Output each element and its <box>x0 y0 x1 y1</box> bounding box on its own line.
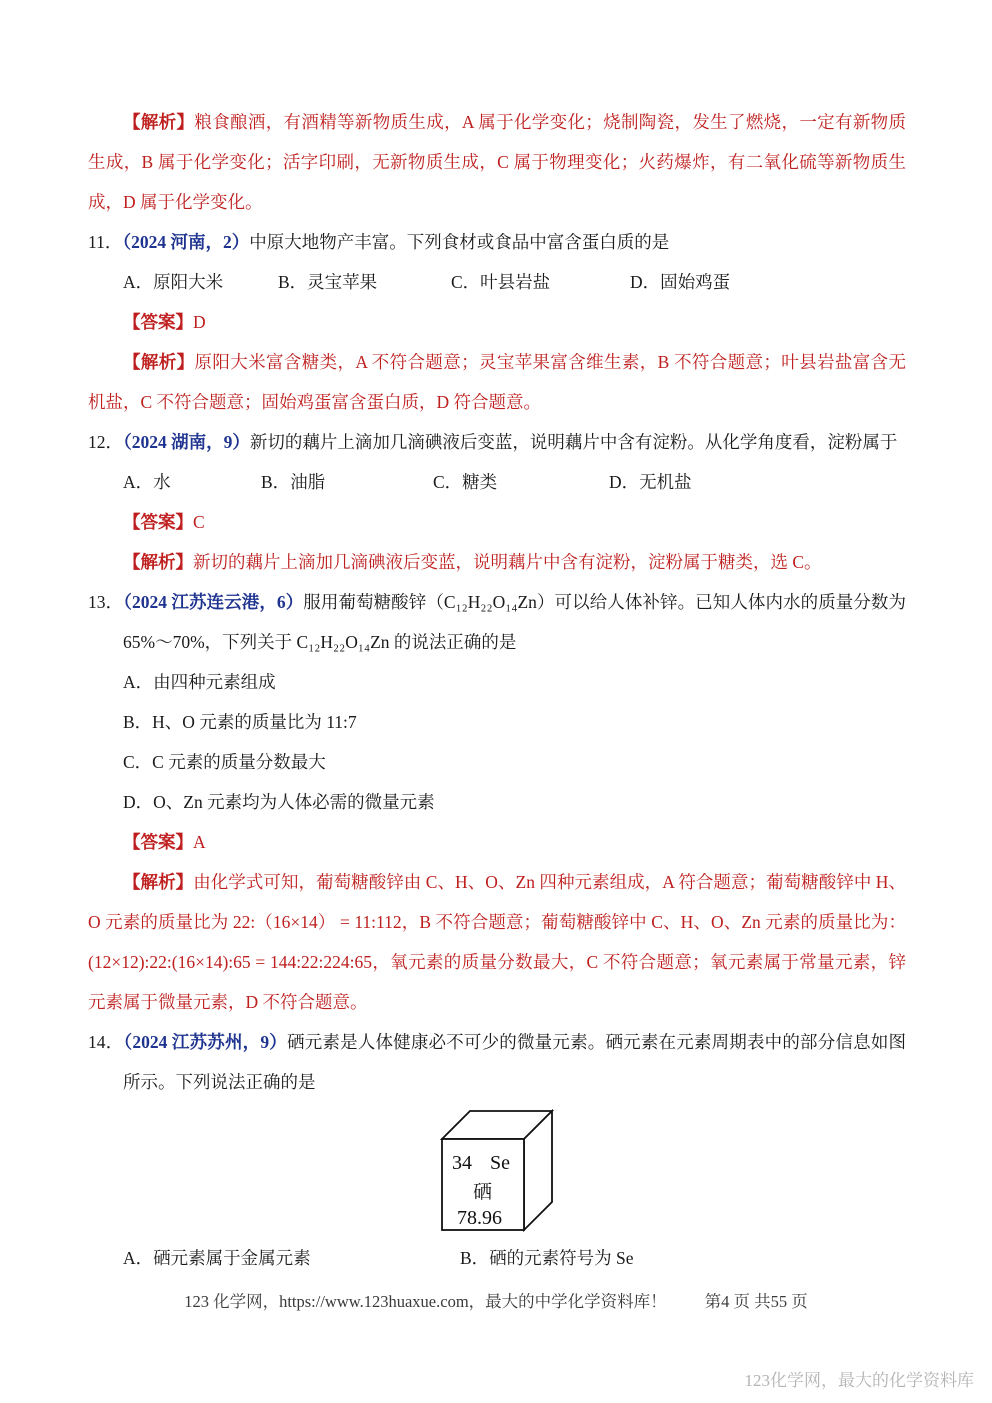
option-d: D．固始鸡蛋 <box>630 272 731 292</box>
option-a: A．原阳大米 <box>123 272 224 292</box>
element-name-text: 硒 <box>473 1182 493 1203</box>
page-footer <box>0 1288 992 1312</box>
question-number: 12． <box>88 432 123 452</box>
question-source: （2024 江苏连云港，6） <box>123 592 304 612</box>
question-text: 中原大地物产丰富。下列食材或食品中富含蛋白质的是 <box>249 232 670 252</box>
analysis-label: 【解析】 <box>123 872 194 892</box>
analysis-label: 【解析】 <box>123 352 195 372</box>
question-text: 服用葡萄糖酸锌（C₁₂H₂₂O₁₄Zn）可以给人体补锌。已知人体内水的质量分数为 65%～70%，下列关于 C₁₂H₂₂O₁₄Zn 的说法正确的是 <box>123 592 906 652</box>
answer-label: 【答案】 <box>123 512 193 532</box>
question-number: 11． <box>88 232 123 252</box>
option-c: C．叶县岩盐 <box>451 272 551 292</box>
question-12-stem <box>88 422 906 462</box>
option-b: B．灵宝苹果 <box>278 272 378 292</box>
question-13-stem <box>88 582 906 662</box>
analysis-label: 【解析】 <box>123 112 195 132</box>
option-a: A．硒元素属于金属元素 <box>123 1248 311 1268</box>
answer-label: 【答案】 <box>123 832 193 852</box>
question-source: （2024 湖南，9） <box>123 432 250 452</box>
analysis-paragraph-q10 <box>88 102 906 222</box>
analysis-text: 由化学式可知，葡萄糖酸锌由 C、H、O、Zn 四种元素组成，A 符合题意；葡萄糖酸锌中 H、O 元素的质量比为 22:（16×14） = 11:112，B 不符合题意；葡萄糖酸锌中 C、H、O、Zn 元素的质量比为：(12×12):22:(16×14):65 = 144:22:224:65，氧元素的质量分数最大，C 不符合题意；氧元素属于常量元素，锌元素属于微量元素，D 不符合题意。 <box>88 872 906 1012</box>
option-b: B．硒的元素符号为 Se <box>460 1248 634 1268</box>
question-number: 14． <box>88 1032 124 1052</box>
option-c: C．糖类 <box>433 472 498 492</box>
question-14-options <box>88 1238 906 1278</box>
option-d: D．无机盐 <box>609 472 692 492</box>
question-source: （2024 江苏苏州，9） <box>123 1032 287 1052</box>
question-11-options <box>88 262 906 302</box>
analysis-text: 原阳大米富含糖类，A 不符合题意；灵宝苹果富含维生素，B 不符合题意；叶县岩盐富含无机盐，C 不符合题意；固始鸡蛋富含蛋白质，D 符合题意。 <box>88 352 907 412</box>
analysis-label: 【解析】 <box>123 552 193 572</box>
question-12-options <box>88 462 906 502</box>
footer-page-number: 第4 页 共55 页 <box>704 1292 808 1311</box>
atomic-number-text: 34 <box>452 1152 472 1174</box>
option-a: A．水 <box>123 472 171 492</box>
watermark-text: 123化学网，最大的化学资料库 <box>744 1371 974 1390</box>
question-13-option-d: D．O、Zn 元素均为人体必需的微量元素 <box>123 792 435 812</box>
question-13-option-b: B．H、O 元素的质量比为 11:7 <box>123 712 357 732</box>
option-b: B．油脂 <box>261 472 326 492</box>
question-13-option-c: C．C 元素的质量分数最大 <box>123 752 326 772</box>
question-12-analysis <box>88 542 906 582</box>
question-11-analysis <box>88 342 906 422</box>
periodic-table-cell-figure <box>88 1104 906 1236</box>
question-11-stem <box>88 222 906 262</box>
atomic-mass-text: 78.96 <box>457 1207 502 1229</box>
answer-value: A <box>193 832 206 852</box>
question-number: 13． <box>88 592 124 612</box>
question-11-answer <box>88 302 906 342</box>
question-13-analysis <box>88 862 906 1022</box>
question-text: 新切的藕片上滴加几滴碘液后变蓝，说明藕片中含有淀粉。从化学角度看，淀粉属于 <box>249 432 898 452</box>
analysis-text: 新切的藕片上滴加几滴碘液后变蓝，说明藕片中含有淀粉，淀粉属于糖类，选 C。 <box>193 552 822 572</box>
answer-label: 【答案】 <box>123 312 193 332</box>
footer-site-text: 123 化学网，https://www.123huaxue.com，最大的中学化学资料库！ <box>184 1292 667 1311</box>
question-source: （2024 河南，2） <box>122 232 250 252</box>
answer-value: D <box>193 312 206 332</box>
question-13-option-a: A．由四种元素组成 <box>123 672 276 692</box>
answer-value: C <box>193 512 205 532</box>
question-13-answer <box>88 822 906 862</box>
question-14-stem <box>88 1022 906 1102</box>
analysis-text: 粮食酿酒，有酒精等新物质生成，A 属于化学变化；烧制陶瓷，发生了燃烧，一定有新物质生成，B 属于化学变化；活字印刷，无新物质生成，C 属于物理变化；火药爆炸，有二氧化硫等新物质生成，D 属于化学变化。 <box>88 112 907 212</box>
question-text: 硒元素是人体健康必不可少的微量元素。硒元素在元素周期表中的部分信息如图所示。下列说法正确的是 <box>123 1032 907 1092</box>
element-symbol-text: Se <box>490 1152 510 1174</box>
question-12-answer <box>88 502 906 542</box>
element-cube-diagram <box>438 1106 556 1234</box>
